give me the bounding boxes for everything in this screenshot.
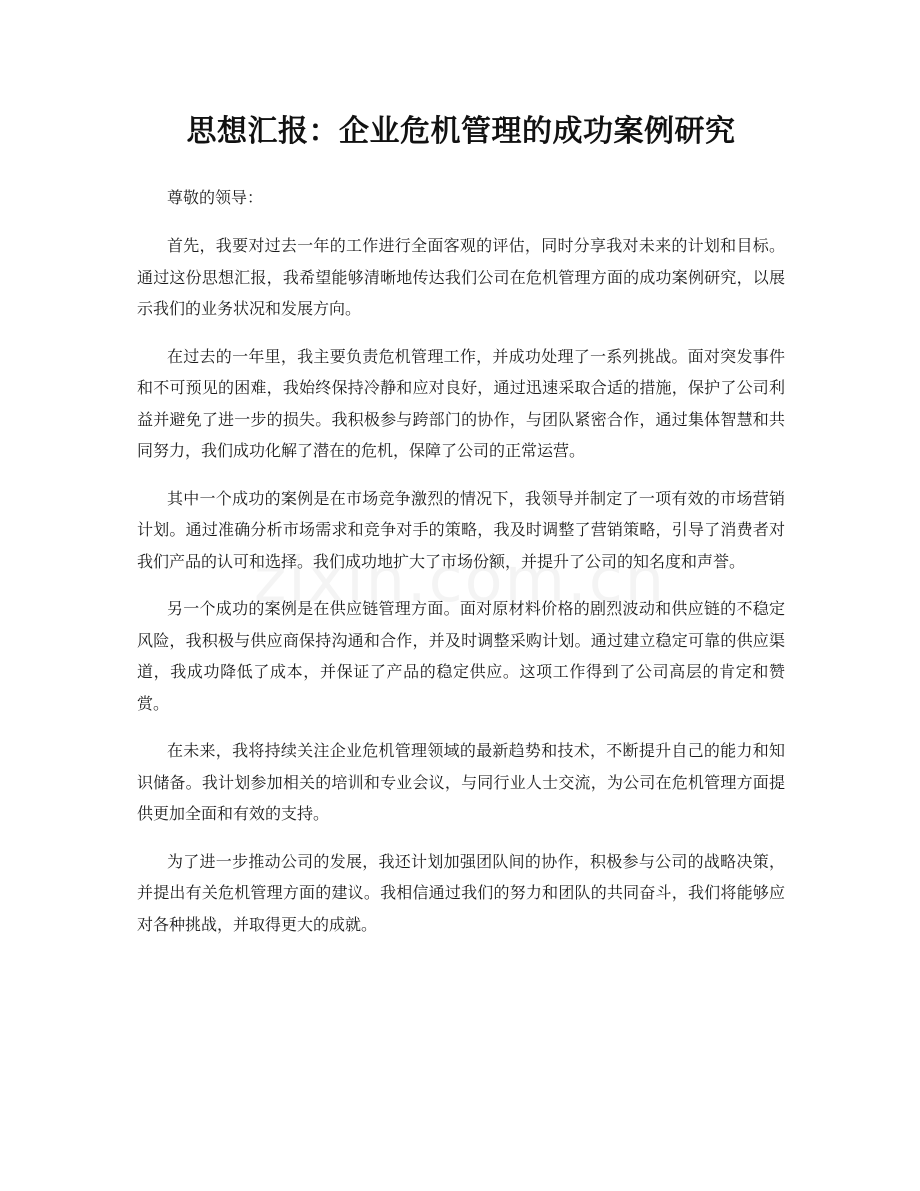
document-title: 思想汇报：企业危机管理的成功案例研究 [186, 114, 736, 149]
paragraph-supply-chain-case: 另一个成功的案例是在供应链管理方面。面对原材料价格的剧烈波动和供应链的不稳定风险，我积极与供应商保持沟通和合作，并及时调整采购计划。通过建立稳定可靠的供应渠道，我成功降低了成本，并保证了产品的稳定供应。这项工作得到了公司高层的肯定和赞赏。 [137, 599, 785, 713]
paragraph-past-year: 在过去的一年里，我主要负责危机管理工作，并成功处理了一系列挑战。面对突发事件和不可预见的困难，我始终保持冷静和应对良好，通过迅速采取合适的措施，保护了公司利益并避免了进一步的损失。我积极参与跨部门的协作，与团队紧密合作，通过集体智慧和共同努力，我们成功化解了潜在的危机，保障了公司的正常运营。 [137, 346, 785, 460]
paragraph-marketing-case: 其中一个成功的案例是在市场竞争激烈的情况下，我领导并制定了一项有效的市场营销计划。通过准确分析市场需求和竞争对手的策略，我及时调整了营销策略，引导了消费者对我们产品的认可和选择。我们成功地扩大了市场份额，并提升了公司的知名度和声誉。 [137, 488, 785, 571]
paragraph-future: 在未来，我将持续关注企业危机管理领域的最新趋势和技术，不断提升自己的能力和知识储备。我计划参加相关的培训和专业会议，与同行业人士交流，为公司在危机管理方面提供更加全面和有效的支持。 [137, 741, 785, 823]
salutation: 尊敬的领导： [167, 188, 264, 207]
paragraph-closing: 为了进一步推动公司的发展，我还计划加强团队间的协作，积极参与公司的战略决策，并提出有关危机管理方面的建议。我相信通过我们的努力和团队的共同奋斗，我们将能够应对各种挑战，并取得更大的成就。 [137, 851, 785, 934]
paragraph-intro: 首先，我要对过去一年的工作进行全面客观的评估，同时分享我对未来的计划和目标。通过这份思想汇报，我希望能够清晰地传达我们公司在危机管理方面的成功案例研究，以展示我们的业务状况和发展方向。 [137, 236, 785, 318]
